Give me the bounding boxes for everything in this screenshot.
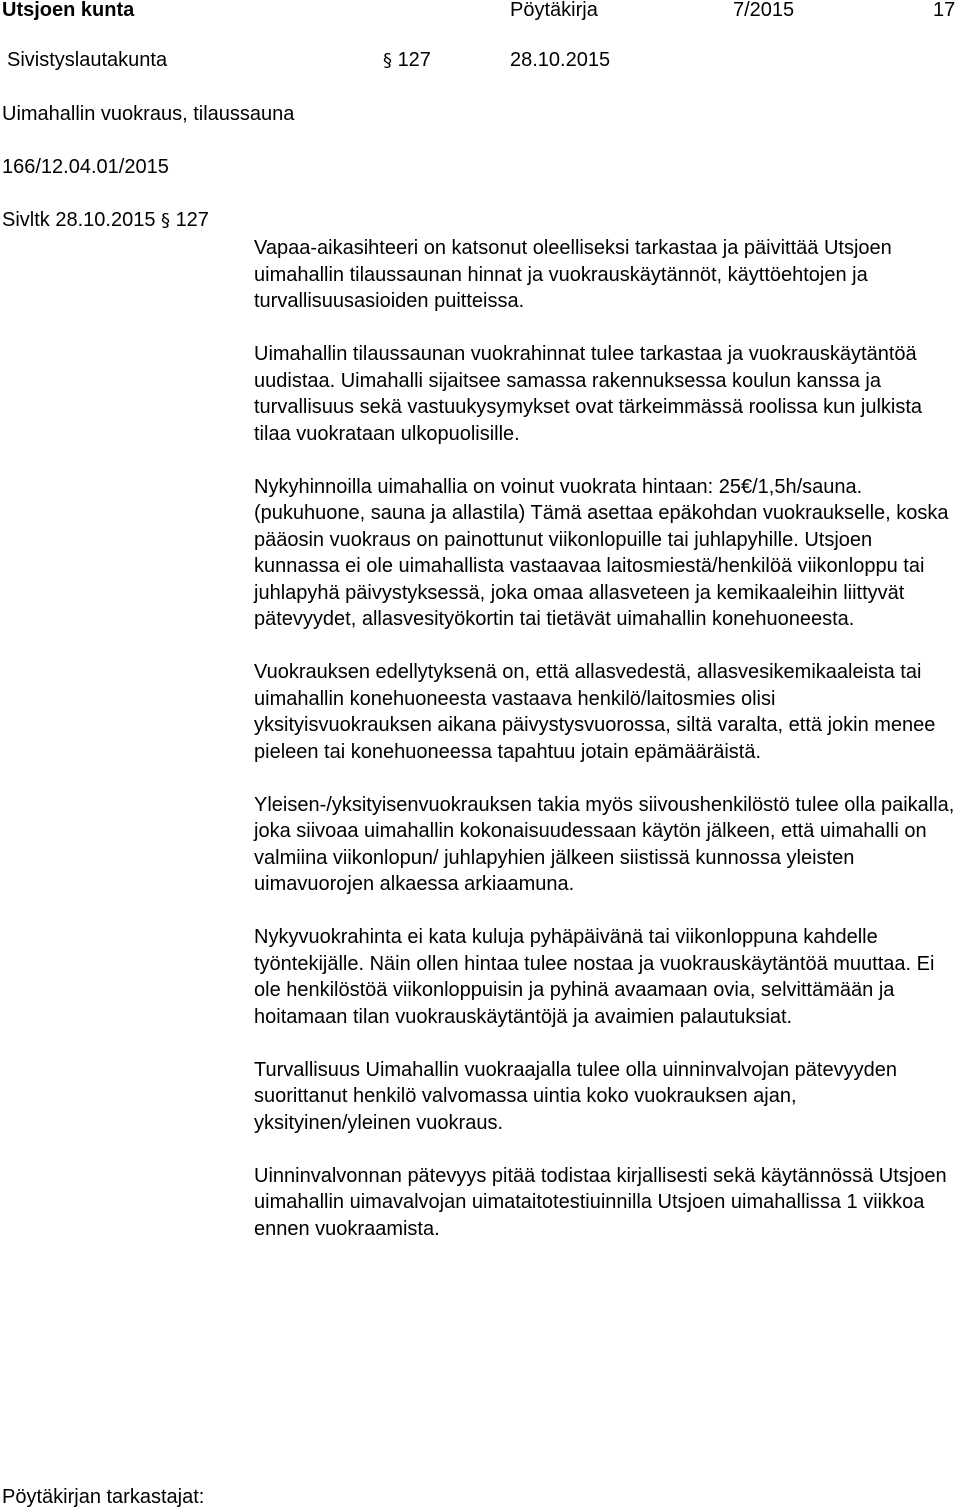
- page-number: 17: [933, 0, 956, 21]
- item-title: Uimahallin vuokraus, tilaussauna: [2, 103, 295, 125]
- paragraph: Nykyhinnoilla uimahallia on voinut vuokrata hintaan: 25€/1,5h/sauna. (pukuhuone, sauna ja allastila) Tämä asettaa epäkohdan vuokraukselle, koska pääosin vuokraus on painottunut viikonlopuille tai juhlapyhille. Utsjoen kunnassa ei ole uimahallista vastaavaa laitosmiestä/henkilöä viikonloppu tai juhlapyhä päivystyksessä, joka omaa allasveteen ja kemikaaleihin liittyvät pätevyydet, allasvesityökortin tai tietävät uimahallin konehuoneesta.: [254, 475, 949, 630]
- reference-section-sign: §: [161, 210, 170, 231]
- meeting-date: 28.10.2015: [510, 49, 611, 71]
- paragraph: Nykyvuokrahinta ei kata kuluja pyhäpäivänä tai viikonloppuna kahdelle työntekijälle. Näin ollen hintaa tulee nostaa ja vuokrauskäytäntöä muuttaa. Ei ole henkilöstöä viikonloppuisin ja pyhinä avaamaan ovia, selvittämään ja hoitamaan tilan vuokrauskäytäntöjä ja avaimien palautuksiat.: [254, 926, 935, 1028]
- paragraph: Uimahallin tilaussaunan vuokrahinnat tulee tarkastaa ja vuokrauskäytäntöä uudistaa. Uimahalli sijaitsee samassa rakennuksessa koulun kanssa ja turvallisuus sekä vastuukysymykset ovat tärkeimmässä roolissa kun julkista tilaa vuokrataan ulkopuolisille.: [254, 343, 923, 445]
- section-sign: §: [383, 50, 392, 71]
- reference-section-number: 127: [175, 209, 209, 231]
- section-number: 127: [397, 49, 431, 71]
- section-reference: [383, 47, 431, 75]
- document-body: [254, 235, 958, 1242]
- record-number: 166/12.04.01/2015: [2, 156, 169, 178]
- meeting-reference: [2, 207, 209, 235]
- board-name: Sivistyslautakunta: [7, 49, 168, 71]
- paragraph: Uinninvalvonnan pätevyys pitää todistaa kirjallisesti sekä käytännössä Utsjoen uimahallin uimavalvojan uimataitotestiuinnilla Utsjoen uimahallissa 1 viikkoa ennen vuokraamista.: [254, 1164, 947, 1240]
- reviewers-label: Pöytäkirjan tarkastajat:: [2, 1486, 205, 1508]
- paragraph: Turvallisuus Uimahallin vuokraajalla tulee olla uinninvalvojan pätevyyden suorittanut henkilö valvomassa uintia koko vuokrauksen ajan, yksityinen/yleinen vuokraus.: [254, 1058, 897, 1134]
- paragraph: Yleisen-/yksityisenvuokrauksen takia myös siivoushenkilöstö tulee olla paikalla, joka siivoaa uimahallin kokonaisuudessaan käytön jälkeen, että uimahalli on valmiina viikonlopun/ juhlapyhien jälkeen siistissä kunnossa yleisten uimavuorojen alkaessa arkiaamuna.: [254, 793, 955, 895]
- document-number: 7/2015: [733, 0, 795, 21]
- document-type: Pöytäkirja: [510, 0, 598, 21]
- municipality-name: Utsjoen kunta: [2, 0, 135, 21]
- paragraph: Vapaa-aikasihteeri on katsonut oleelliseksi tarkastaa ja päivittää Utsjoen uimahallin tilaussaunan hinnat ja vuokrauskäytännöt, käyttöehtojen ja turvallisuusasioiden puitteissa.: [254, 237, 892, 312]
- reference-label: Sivltk 28.10.2015: [2, 209, 156, 231]
- paragraph: Vuokrauksen edellytyksenä on, että allasvedestä, allasvesikemikaaleista tai uimahallin konehuoneesta vastaava henkilö/laitosmies olisi yksityisvuokrauksen aikana päivystysvuorossa, siltä varalta, että jokin menee pieleen tai konehuoneessa tapahtuu jotain epämääräistä.: [254, 661, 936, 763]
